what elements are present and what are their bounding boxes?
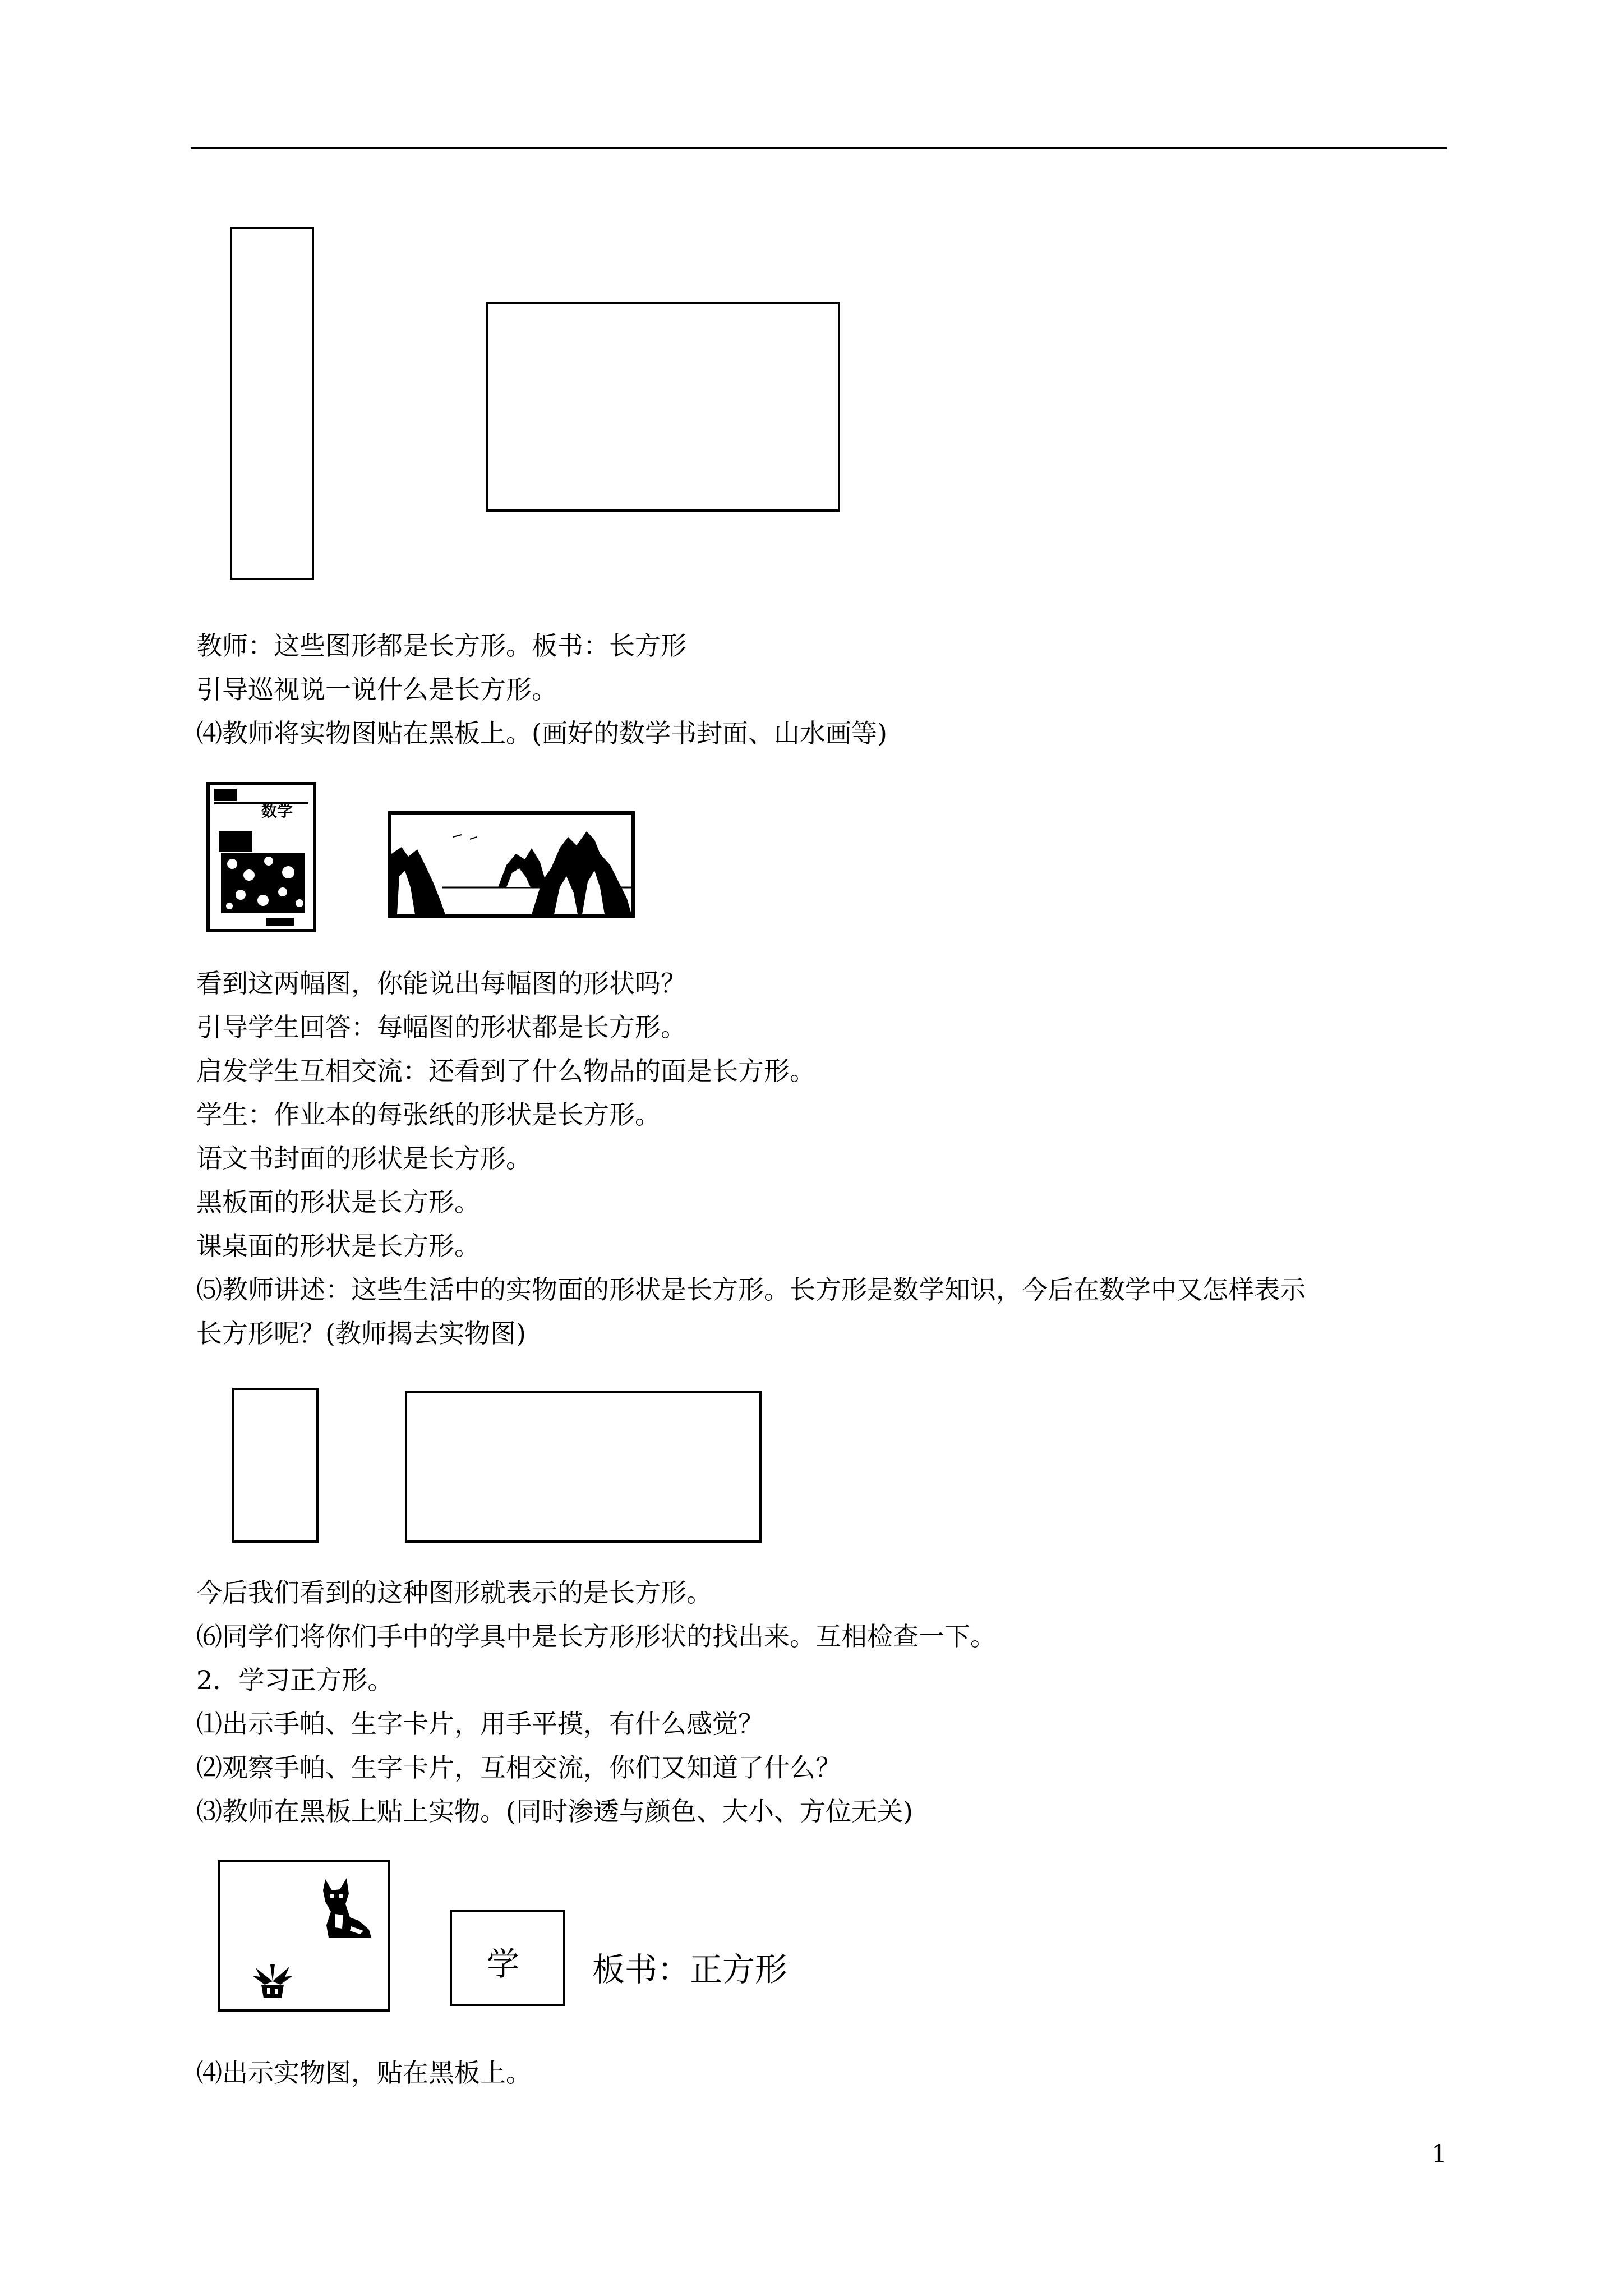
landscape-painting-picture [388, 811, 635, 918]
text-line: 引导巡视说一说什么是长方形。 [196, 674, 557, 705]
card-character: 学 [487, 1945, 520, 1983]
text-line: ⑴出示手帕、生字卡片，用手平摸，有什么感觉？ [196, 1709, 764, 1739]
cat-icon [315, 1875, 377, 1940]
math-book-cover-picture [206, 782, 316, 932]
text-line: 启发学生互相交流：还看到了什么物品的面是长方形。 [196, 1056, 815, 1086]
text-line: ⑶教师在黑板上贴上实物。(同时渗透与颜色、大小、方位无关) [196, 1796, 913, 1826]
board-label: 板书：正方形 [592, 1950, 788, 1989]
book-cover-title: 数学 [261, 802, 293, 820]
page-number: 1 [1431, 2140, 1447, 2169]
text-line: 看到这两幅图，你能说出每幅图的形状吗？ [196, 968, 686, 999]
text-line: 黑板面的形状是长方形。 [196, 1187, 480, 1217]
text-line: 教师：这些图形都是长方形。板书：长方形 [196, 631, 686, 661]
text-line: ⑷教师将实物图贴在黑板上。(画好的数学书封面、山水画等) [196, 718, 887, 748]
handkerchief-square [218, 1860, 390, 2012]
text-line: ⑷出示实物图，贴在黑板上。 [196, 2058, 532, 2088]
landscape-illustration [391, 815, 631, 914]
text-line: ⑹同学们将你们手中的学具中是长方形形状的找出来。互相检查一下。 [196, 1621, 996, 1651]
plant-icon [250, 1957, 295, 2001]
text-line: 今后我们看到的这种图形就表示的是长方形。 [196, 1577, 712, 1608]
large-wide-rectangle [405, 1391, 762, 1543]
text-line: 长方形呢？(教师揭去实物图) [196, 1318, 526, 1349]
header-rule [191, 147, 1447, 149]
wide-rectangle [486, 302, 840, 512]
text-line: 2．学习正方形。 [196, 1665, 394, 1695]
tall-rectangle [230, 227, 314, 580]
text-line: 语文书封面的形状是长方形。 [196, 1143, 532, 1174]
text-line: 学生：作业本的每张纸的形状是长方形。 [196, 1099, 661, 1130]
text-line: ⑸教师讲述：这些生活中的实物面的形状是长方形。长方形是数学知识，今后在数学中又怎样表示 [196, 1274, 1306, 1305]
text-line: 引导学生回答：每幅图的形状都是长方形。 [196, 1012, 686, 1042]
text-line: ⑵观察手帕、生字卡片，互相交流，你们又知道了什么？ [196, 1752, 841, 1783]
word-card-square [450, 1910, 565, 2006]
small-tall-rectangle [232, 1388, 319, 1543]
text-line: 课桌面的形状是长方形。 [196, 1231, 480, 1261]
